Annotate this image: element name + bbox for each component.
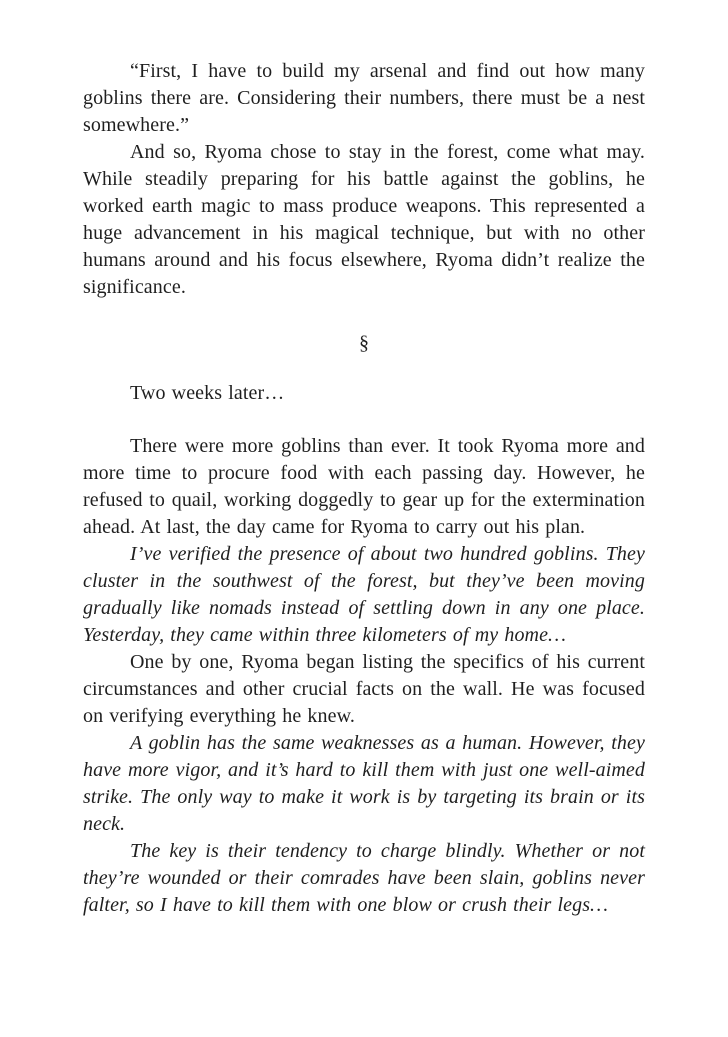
paragraph: A goblin has the same weaknesses as a human. However, they have more vigor, and it’s hard to kill them with just one well-aimed strike. The only way to make it work is by targeting its brain or its neck. — [83, 732, 645, 835]
section-divider: § — [358, 332, 370, 354]
paragraph: The key is their tendency to charge blindly. Whether or not they’re wounded or their comrades have been slain, goblins never falter, so I have to kill them with one blow or crush their legs… — [83, 840, 645, 916]
paragraph: Two weeks later… — [130, 382, 285, 404]
page-text — [83, 58, 645, 919]
paragraph: And so, Ryoma chose to stay in the forest, come what may. While steadily preparing for his battle against the goblins, he worked earth magic to mass produce weapons. This represented a huge advancement in his magical technique, but with no other humans around and his focus elsewhere, Ryoma didn’t realize the significance. — [83, 141, 645, 298]
paragraph: One by one, Ryoma began listing the specifics of his current circumstances and other crucial facts on the wall. He was focused on verifying everything he knew. — [83, 651, 645, 727]
paragraph: “First, I have to build my arsenal and find out how many goblins there are. Considering their numbers, there must be a nest somewhere.” — [83, 60, 645, 136]
paragraph: There were more goblins than ever. It took Ryoma more and more time to procure food with each passing day. However, he refused to quail, working doggedly to gear up for the extermination ahead. At last, the day came for Ryoma to carry out his plan. — [83, 435, 645, 538]
paragraph: I’ve verified the presence of about two hundred goblins. They cluster in the southwest of the forest, but they’ve been moving gradually like nomads instead of settling down in any one place. Yesterday, they came within three kilometers of my home… — [83, 543, 645, 646]
